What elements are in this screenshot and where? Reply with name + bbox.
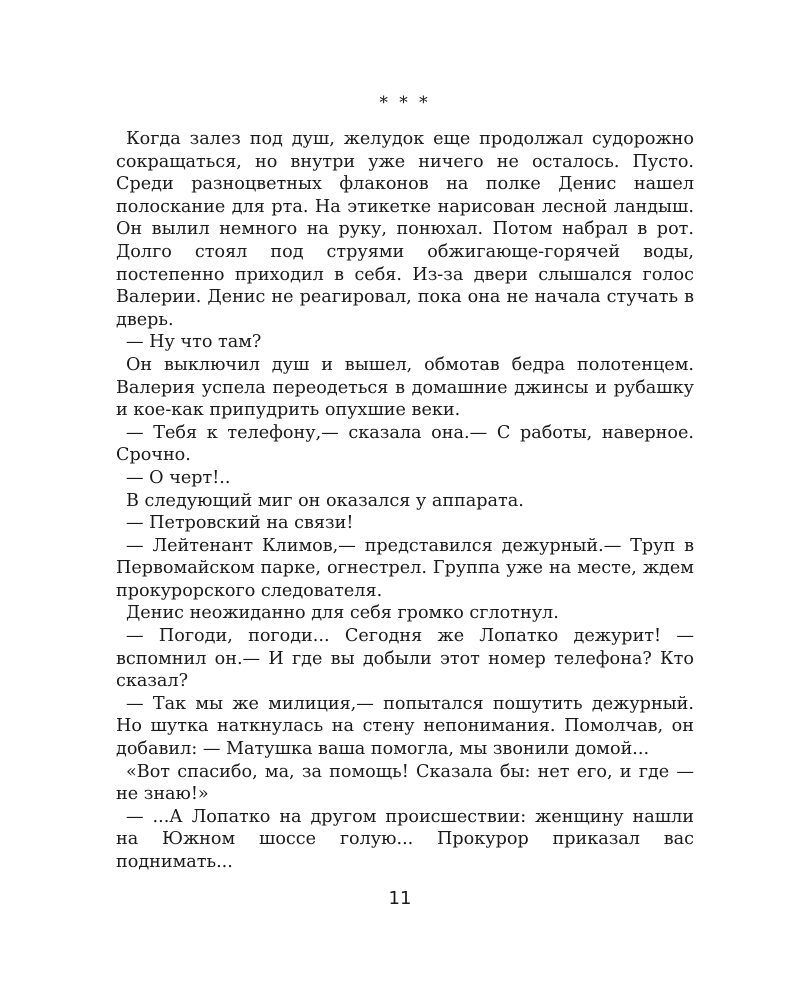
- paragraph: Когда залез под душ, желудок еще продолжал судорожно сокращаться, но внутри уже ничего не осталось. Пусто. Среди разноцветных флаконов на полке Денис нашел полоскание для рта. На этикетке нарисован лесной ландыш. Он вылил немного на руку, понюхал. Потом набрал в рот. Долго стоял под струями обжигающе-горячей воды, постепенно приходил в себя. Из-за двери слышался голос Валерии. Денис не реагировал, пока она не начала стучать в дверь.: [116, 129, 694, 330]
- paragraph: «Вот спасибо, ма, за помощь! Сказала бы: нет его, и где — не знаю!»: [116, 761, 694, 805]
- paragraph: — Погоди, погоди... Сегодня же Лопатко дежурит! — вспомнил он.— И где вы добыли этот номер телефона? Кто сказал?: [116, 626, 694, 692]
- paragraph: — О черт!..: [126, 467, 231, 488]
- page-number: 11: [388, 888, 412, 909]
- paragraph: Денис неожиданно для себя громко сглотнул.: [126, 603, 559, 624]
- section-separator: * * *: [379, 93, 431, 113]
- paragraph: Он выключил душ и вышел, обмотав бедра полотенцем. Валерия успела переодеться в домашние джинсы и рубашку и кое-как припудрить опухшие веки.: [116, 354, 694, 421]
- paragraph: — Петровский на связи!: [126, 513, 354, 534]
- paragraph: — Так мы же милиция,— попытался пошутить дежурный. Но шутка наткнулась на стену непонимания. Помолчав, он добавил: — Матушка ваша помогла, мы звонили домой...: [116, 693, 694, 760]
- paragraph: В следующий миг он оказался у аппарата.: [126, 490, 524, 511]
- body-text: [116, 128, 694, 874]
- paragraph: — Ну что там?: [126, 332, 262, 353]
- paragraph: — ...А Лопатко на другом происшествии: женщину нашли на Южном шоссе голую... Прокурор приказал вас поднимать...: [116, 806, 694, 872]
- paragraph: — Лейтенант Климов,— представился дежурный.— Труп в Первомайском парке, огнестрел. Группа уже на месте, ждем прокурорского следователя.: [116, 535, 694, 601]
- book-page: [116, 92, 694, 874]
- paragraph: — Тебя к телефону,— сказала она.— С работы, наверное. Срочно.: [116, 422, 694, 466]
